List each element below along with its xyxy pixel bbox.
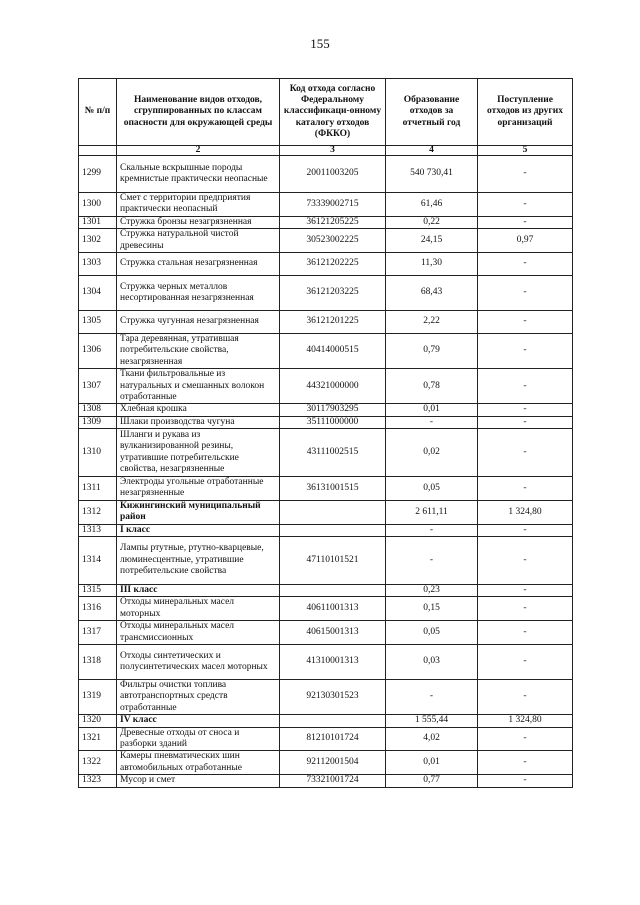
table-row [79, 416, 573, 428]
cell-formed: 4,02 [386, 727, 478, 751]
column-number-row [79, 146, 573, 156]
cell-num: 1316 [79, 597, 117, 621]
cell-num: 1309 [79, 416, 117, 428]
cell-name: Шланги и рукава из вулканизированной резины, утратившие потребительские свойства, незагрязненные [117, 429, 280, 477]
table-row [79, 679, 573, 714]
cell-received: - [478, 585, 573, 597]
cell-name: Скальные вскрышные породы кремнистые практически неопасные [117, 156, 280, 193]
cell-num: 1312 [79, 500, 117, 524]
cell-name: III класс [117, 585, 280, 597]
column-number: 4 [386, 146, 478, 156]
cell-name: Стружка стальная незагрязненная [117, 252, 280, 275]
cell-formed: - [386, 524, 478, 536]
cell-received: 0,97 [478, 229, 573, 253]
cell-code: 81210101724 [280, 727, 386, 751]
cell-num: 1301 [79, 216, 117, 228]
cell-received: - [478, 597, 573, 621]
cell-code: 30523002225 [280, 229, 386, 253]
cell-code: 36121205225 [280, 216, 386, 228]
table-row [79, 404, 573, 416]
cell-num: 1306 [79, 333, 117, 368]
cell-name: Древесные отходы от сноса и разборки зданий [117, 727, 280, 751]
cell-received: - [478, 252, 573, 275]
cell-num: 1305 [79, 310, 117, 333]
cell-name: Камеры пневматических шин автомобильных отработанные [117, 751, 280, 775]
cell-received: - [478, 679, 573, 714]
cell-code: 92130301523 [280, 679, 386, 714]
cell-code: 30117903295 [280, 404, 386, 416]
cell-num: 1310 [79, 429, 117, 477]
cell-formed: 0,01 [386, 404, 478, 416]
cell-received: - [478, 404, 573, 416]
cell-num: 1317 [79, 621, 117, 645]
table-row [79, 477, 573, 501]
cell-name: Тара деревянная, утратившая потребительские свойства, незагрязненная [117, 333, 280, 368]
cell-code: 43111002515 [280, 429, 386, 477]
page-number: 155 [310, 36, 330, 51]
cell-received: - [478, 524, 573, 536]
cell-code: 40611001313 [280, 597, 386, 621]
table-row [79, 644, 573, 679]
cell-received: - [478, 775, 573, 787]
cell-code: 36121203225 [280, 275, 386, 310]
cell-received: - [478, 275, 573, 310]
cell-num: 1319 [79, 679, 117, 714]
cell-name: Отходы минеральных масел трансмиссионных [117, 621, 280, 645]
cell-code: 40414000515 [280, 333, 386, 368]
header-code: Код отхода согласно Федеральному классификаци-онному каталогу отходов (ФККО) [280, 79, 386, 146]
header-formed: Образование отходов за отчетный год [386, 79, 478, 146]
cell-name: Шлаки производства чугуна [117, 416, 280, 428]
cell-code: 73321001724 [280, 775, 386, 787]
table-row [79, 585, 573, 597]
cell-formed: 0,77 [386, 775, 478, 787]
cell-formed: 0,01 [386, 751, 478, 775]
cell-code [280, 500, 386, 524]
table-row [79, 537, 573, 585]
waste-table [78, 78, 573, 788]
cell-num: 1320 [79, 715, 117, 727]
cell-formed: 0,05 [386, 621, 478, 645]
cell-code [280, 715, 386, 727]
cell-formed: 2 611,11 [386, 500, 478, 524]
table-row [79, 216, 573, 228]
table-header-row [79, 79, 573, 146]
cell-num: 1308 [79, 404, 117, 416]
table-row [79, 751, 573, 775]
cell-name: Отходы синтетических и полусинтетических масел моторных [117, 644, 280, 679]
cell-code: 41310001313 [280, 644, 386, 679]
cell-name: Мусор и смет [117, 775, 280, 787]
cell-received: - [478, 751, 573, 775]
cell-name: Электроды угольные отработанные незагрязненные [117, 477, 280, 501]
cell-code: 35111000000 [280, 416, 386, 428]
cell-name: Стружка черных металлов несортированная незагрязненная [117, 275, 280, 310]
cell-formed: 2,22 [386, 310, 478, 333]
cell-received: - [478, 369, 573, 404]
cell-formed: 0,79 [386, 333, 478, 368]
cell-received: - [478, 310, 573, 333]
cell-name: Стружка натуральной чистой древесины [117, 229, 280, 253]
cell-received: - [478, 193, 573, 217]
cell-name: Смет с территории предприятия практически неопасный [117, 193, 280, 217]
cell-code [280, 524, 386, 536]
cell-formed: 11,30 [386, 252, 478, 275]
header-name: Наименование видов отходов, сгруппированных по классам опасности для окружающей среды [117, 79, 280, 146]
cell-code: 20011003205 [280, 156, 386, 193]
cell-code: 36121201225 [280, 310, 386, 333]
table-body [79, 156, 573, 788]
cell-received: - [478, 429, 573, 477]
cell-formed: 0,23 [386, 585, 478, 597]
cell-name: Стружка бронзы незагрязненная [117, 216, 280, 228]
cell-num: 1311 [79, 477, 117, 501]
table-row [79, 597, 573, 621]
cell-formed: 0,78 [386, 369, 478, 404]
cell-received: 1 324,80 [478, 715, 573, 727]
cell-received: - [478, 477, 573, 501]
cell-code: 47110101521 [280, 537, 386, 585]
cell-code: 44321000000 [280, 369, 386, 404]
table-row [79, 229, 573, 253]
cell-code: 73339002715 [280, 193, 386, 217]
cell-formed: 0,15 [386, 597, 478, 621]
table-row [79, 727, 573, 751]
cell-code: 36121202225 [280, 252, 386, 275]
table-row [79, 156, 573, 193]
cell-name: Лампы ртутные, ртутно-кварцевые, люминесцентные, утратившие потребительские свойства [117, 537, 280, 585]
cell-formed: - [386, 679, 478, 714]
cell-received: - [478, 333, 573, 368]
cell-received: - [478, 644, 573, 679]
cell-name: Стружка чугунная незагрязненная [117, 310, 280, 333]
column-number: 3 [280, 146, 386, 156]
table-row [79, 715, 573, 727]
cell-num: 1307 [79, 369, 117, 404]
cell-received: - [478, 416, 573, 428]
cell-received: - [478, 727, 573, 751]
cell-num: 1313 [79, 524, 117, 536]
cell-code: 92112001504 [280, 751, 386, 775]
cell-code: 40615001313 [280, 621, 386, 645]
cell-formed: 0,05 [386, 477, 478, 501]
table-row [79, 333, 573, 368]
cell-formed: 61,46 [386, 193, 478, 217]
table-row [79, 524, 573, 536]
header-received: Поступление отходов из других организаций [478, 79, 573, 146]
cell-name: IV класс [117, 715, 280, 727]
cell-formed: - [386, 416, 478, 428]
cell-num: 1302 [79, 229, 117, 253]
cell-code [280, 585, 386, 597]
header-num: № п/п [79, 79, 117, 146]
cell-num: 1322 [79, 751, 117, 775]
table-row [79, 252, 573, 275]
table-row [79, 429, 573, 477]
cell-formed: 540 730,41 [386, 156, 478, 193]
cell-num: 1323 [79, 775, 117, 787]
cell-received: - [478, 156, 573, 193]
cell-formed: 24,15 [386, 229, 478, 253]
cell-code: 36131001515 [280, 477, 386, 501]
table-row [79, 500, 573, 524]
cell-name: Хлебная крошка [117, 404, 280, 416]
table-row [79, 621, 573, 645]
cell-num: 1303 [79, 252, 117, 275]
table-row [79, 193, 573, 217]
table-row [79, 310, 573, 333]
cell-num: 1304 [79, 275, 117, 310]
table-row [79, 775, 573, 787]
cell-formed: 68,43 [386, 275, 478, 310]
table-row [79, 369, 573, 404]
column-number: 2 [117, 146, 280, 156]
cell-formed: - [386, 537, 478, 585]
cell-formed: 1 555,44 [386, 715, 478, 727]
table-row [79, 275, 573, 310]
cell-formed: 0,03 [386, 644, 478, 679]
cell-name: I класс [117, 524, 280, 536]
cell-received: - [478, 537, 573, 585]
cell-num: 1318 [79, 644, 117, 679]
cell-name: Кижингинский муниципальный район [117, 500, 280, 524]
cell-name: Ткани фильтровальные из натуральных и смешанных волокон отработанные [117, 369, 280, 404]
cell-received: - [478, 621, 573, 645]
cell-num: 1300 [79, 193, 117, 217]
cell-num: 1299 [79, 156, 117, 193]
cell-received: 1 324,80 [478, 500, 573, 524]
column-number: 5 [478, 146, 573, 156]
cell-num: 1315 [79, 585, 117, 597]
cell-num: 1314 [79, 537, 117, 585]
cell-received: - [478, 216, 573, 228]
cell-name: Фильтры очистки топлива автотранспортных средств отработанные [117, 679, 280, 714]
cell-formed: 0,22 [386, 216, 478, 228]
cell-num: 1321 [79, 727, 117, 751]
cell-name: Отходы минеральных масел моторных [117, 597, 280, 621]
cell-formed: 0,02 [386, 429, 478, 477]
column-number [79, 146, 117, 156]
